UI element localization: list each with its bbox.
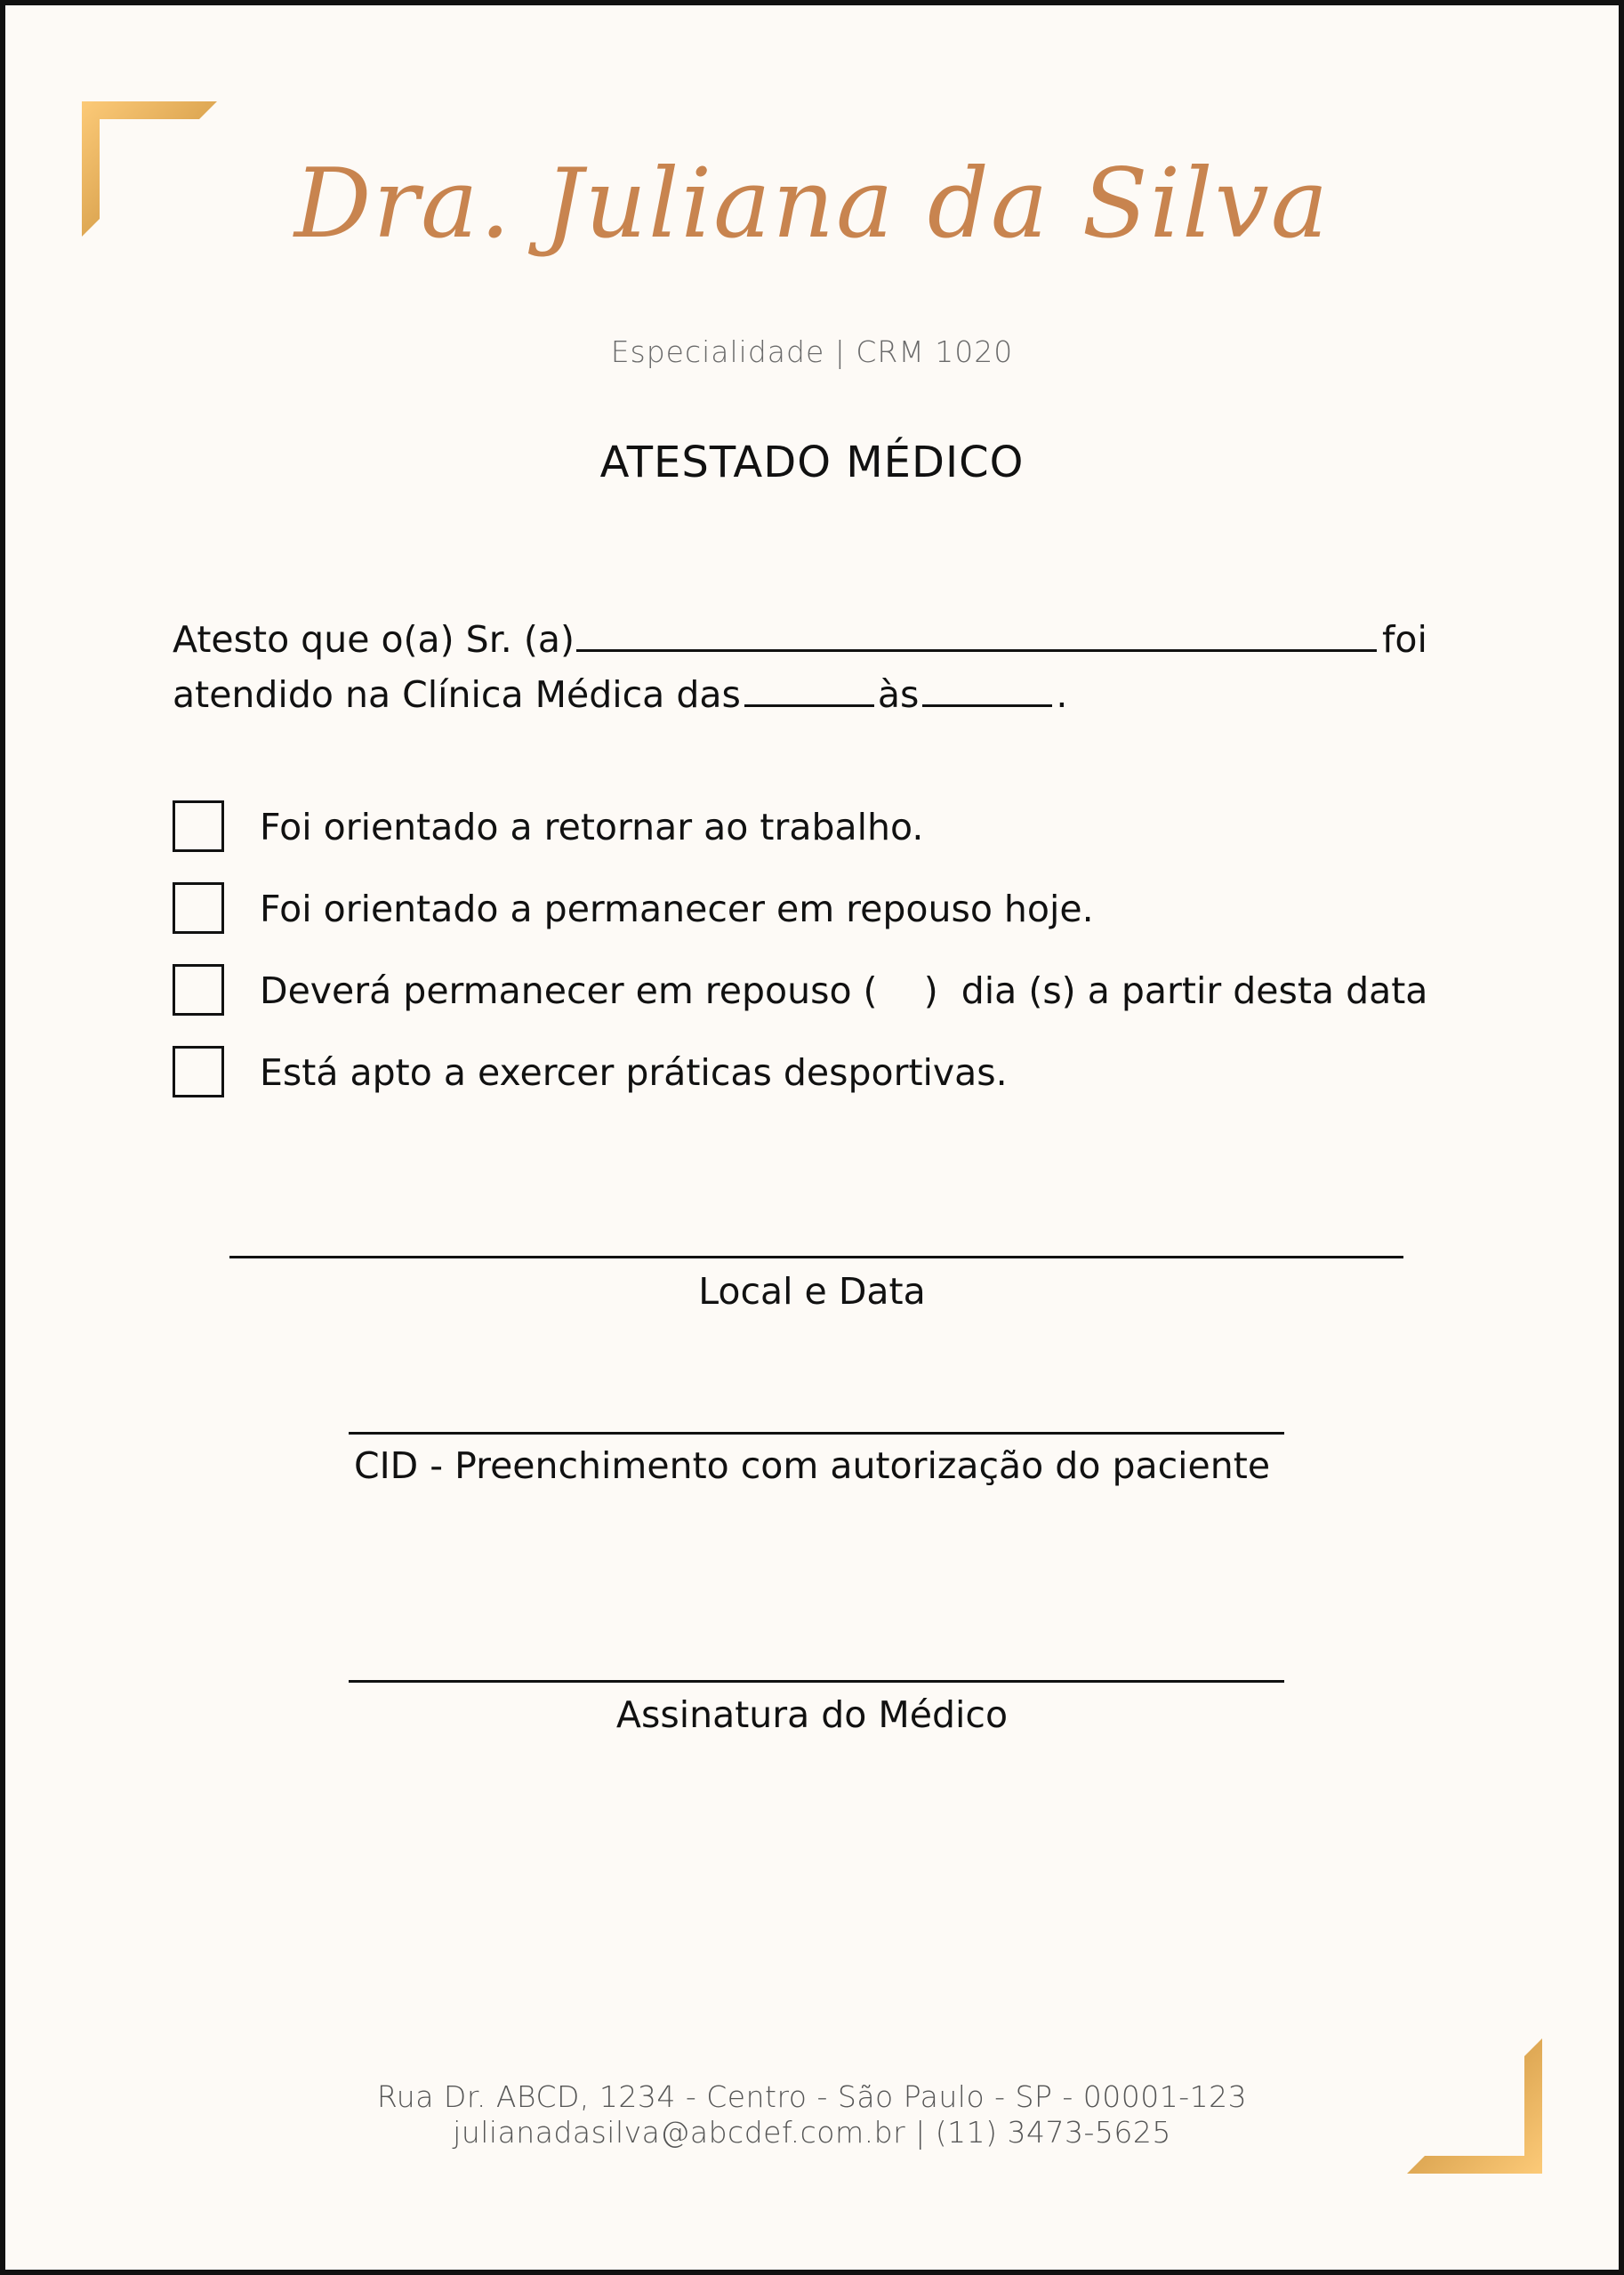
statement-line-2: [173, 667, 1462, 722]
checklist-item-rest-days: [173, 964, 1507, 1019]
document-title: ATESTADO MÉDICO: [599, 438, 1025, 487]
statement-line1-end: foi: [1381, 618, 1427, 661]
checkbox-sports-fit[interactable]: [173, 1046, 224, 1097]
checklist-label: Foi orientado a permanecer em repouso hoje.: [260, 888, 1094, 930]
checklist-label: Foi orientado a retornar ao trabalho.: [260, 806, 924, 848]
checklist-item-sports-fit: [173, 1046, 1507, 1101]
statement-line2-middle: às: [877, 673, 920, 716]
checklist-item-rest-today: [173, 882, 1507, 937]
statement-line-1: [173, 612, 1462, 667]
patient-name-blank[interactable]: [576, 614, 1377, 652]
doctor-name: Dra. Juliana da Silva: [293, 149, 1331, 260]
doctor-signature-line[interactable]: [349, 1680, 1284, 1683]
end-time-blank[interactable]: [922, 669, 1052, 707]
checkbox-rest-today[interactable]: [173, 882, 224, 934]
checkbox-rest-days[interactable]: [173, 964, 224, 1016]
orientation-checklist: [173, 800, 1507, 1128]
statement-line2-start: atendido na Clínica Médica das: [173, 673, 741, 716]
checkbox-return-to-work[interactable]: [173, 800, 224, 852]
footer-address: Rua Dr. ABCD, 1234 - Centro - São Paulo - SP - 00001-123: [376, 2079, 1248, 2114]
checklist-label: Deverá permanecer em repouso ( ) dia (s) a partir desta data: [260, 969, 1428, 1012]
local-date-label: Local e Data: [698, 1270, 926, 1313]
local-date-line[interactable]: [229, 1256, 1403, 1258]
cid-line[interactable]: [349, 1432, 1284, 1435]
statement-line1-start: Atesto que o(a) Sr. (a): [173, 618, 575, 661]
checklist-item-return-to-work: [173, 800, 1507, 856]
specialty-crm: Especialidade | CRM 1020: [610, 334, 1014, 369]
doctor-signature-label: Assinatura do Médico: [615, 1693, 1009, 1736]
cid-label: CID - Preenchimento com autorização do paciente: [353, 1444, 1271, 1487]
statement-line2-end: .: [1056, 673, 1068, 716]
footer-contact: julianadasilva@abcdef.com.br | (11) 3473-5625: [453, 2115, 1171, 2150]
checklist-label: Está apto a exercer práticas desportivas.: [260, 1051, 1008, 1094]
start-time-blank[interactable]: [744, 669, 874, 707]
